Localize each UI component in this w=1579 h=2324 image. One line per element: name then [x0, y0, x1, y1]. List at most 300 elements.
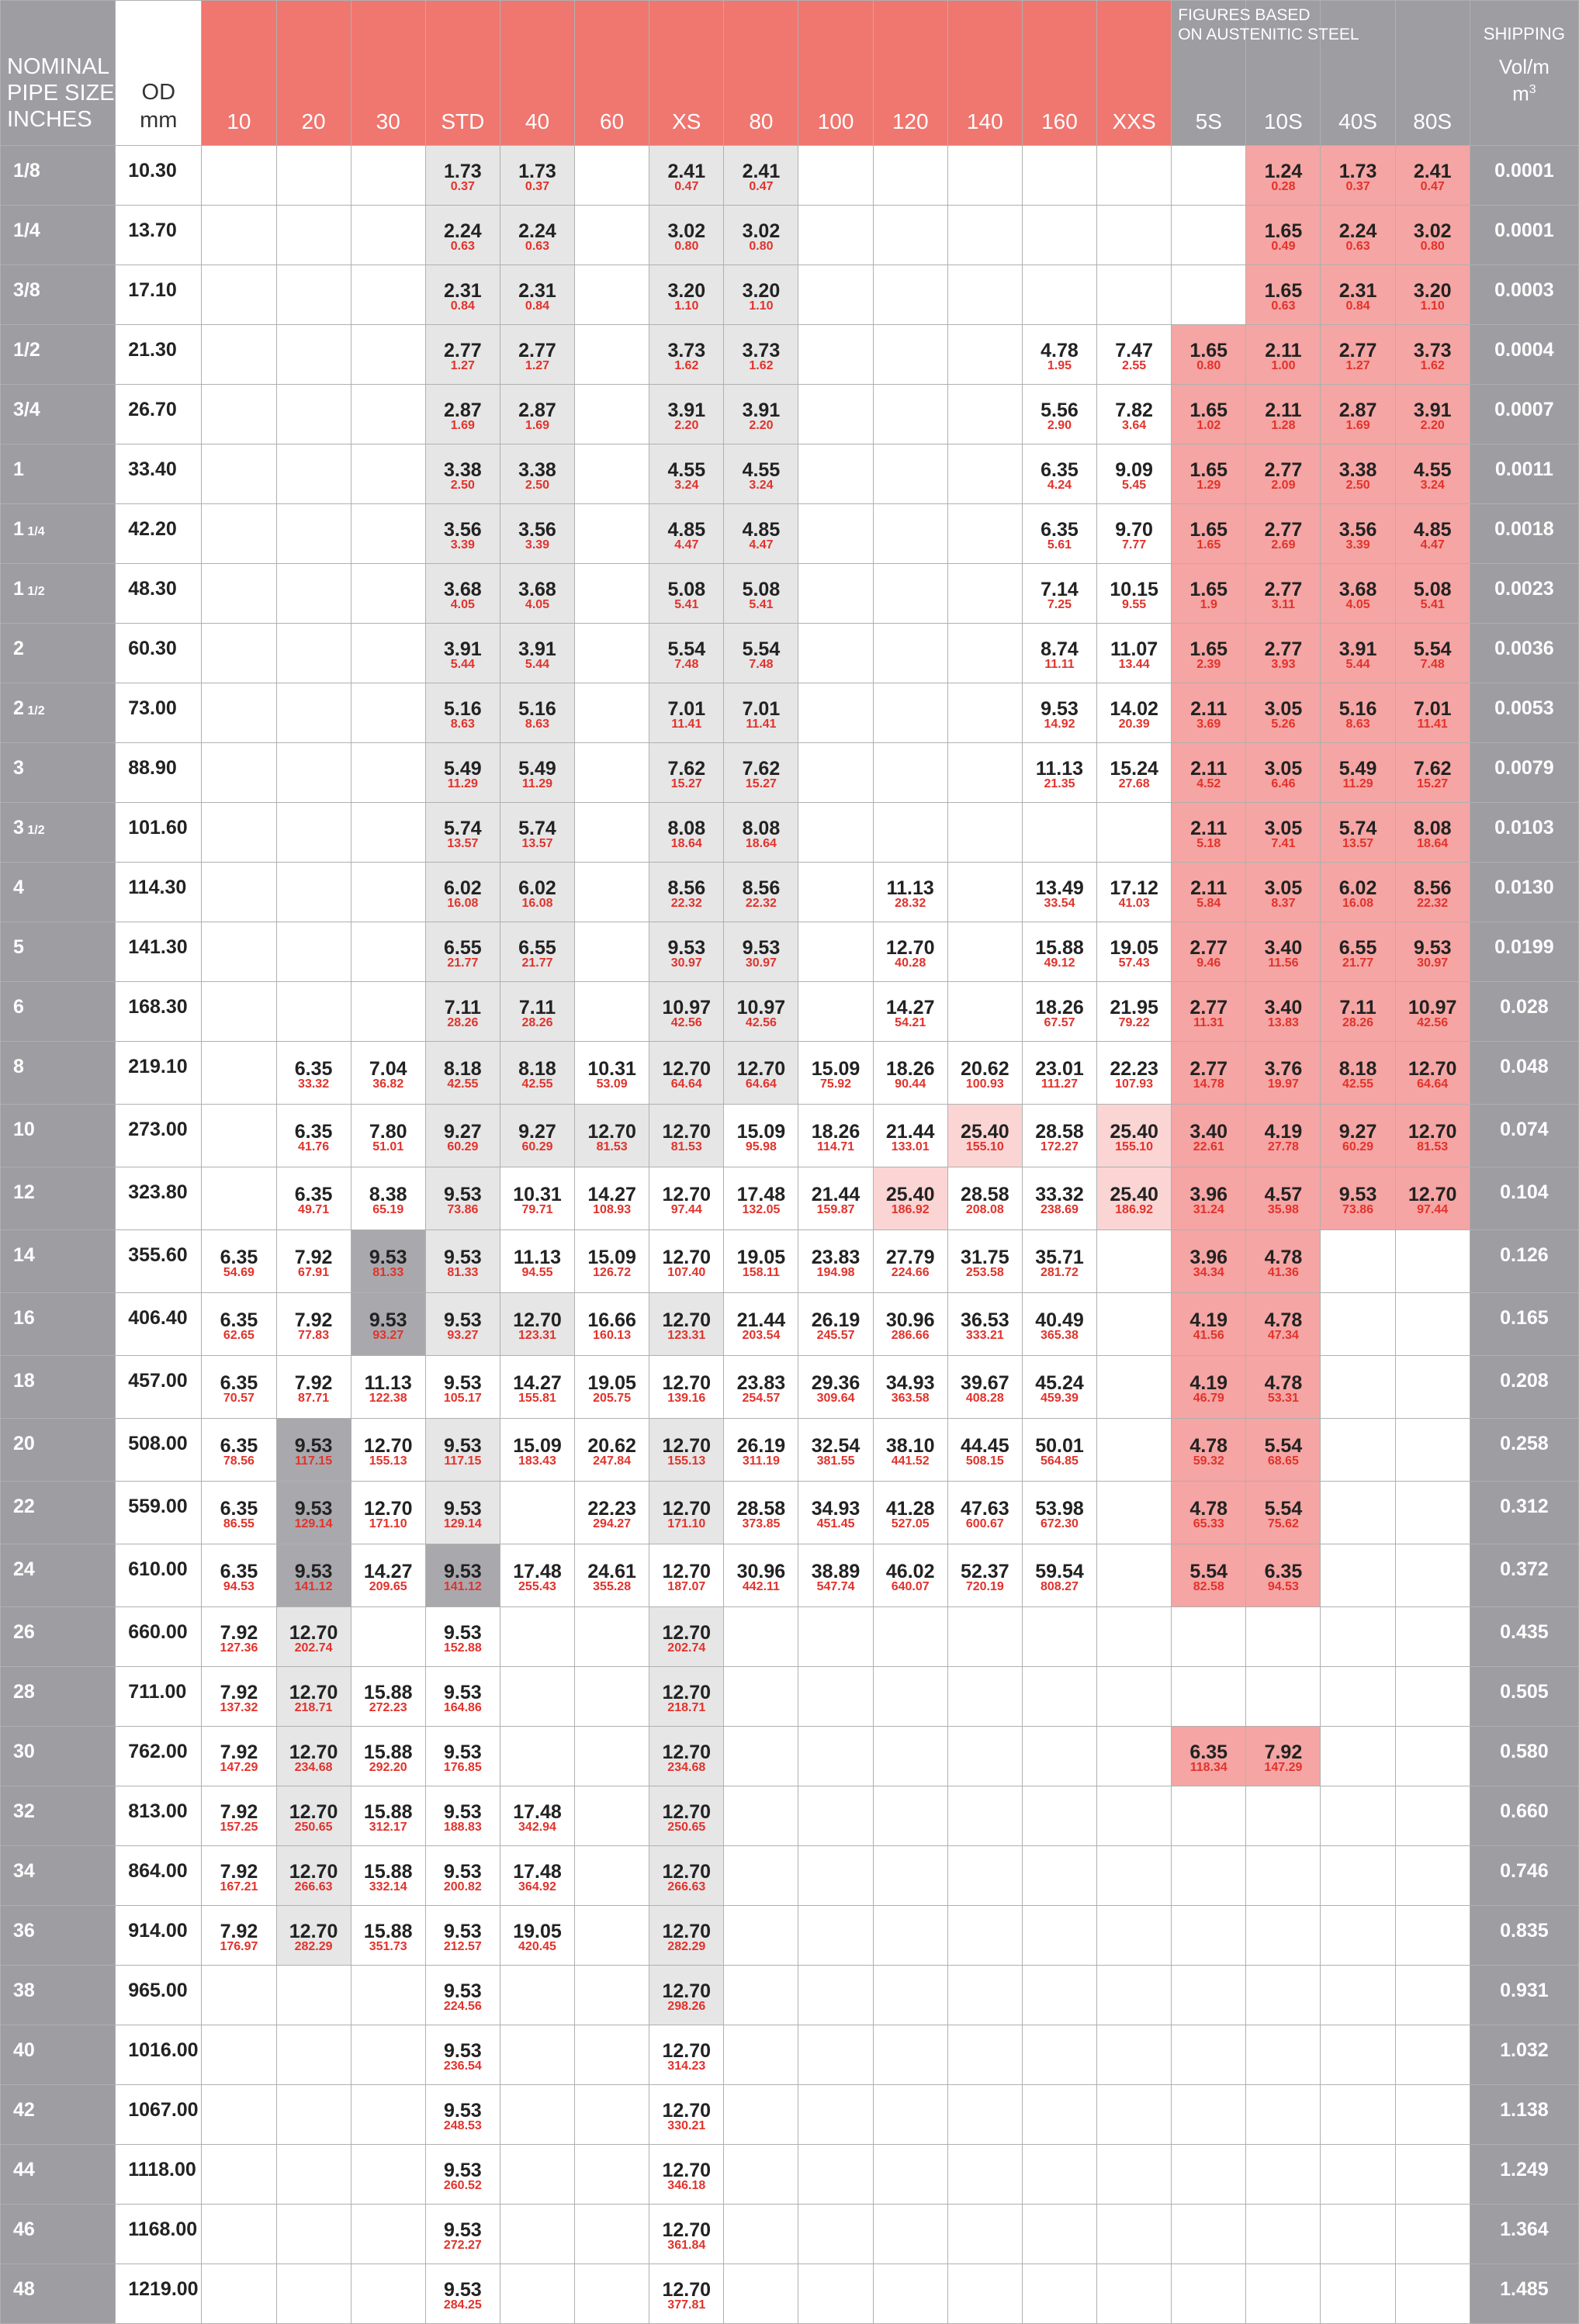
weight-value: 408.28 — [965, 1392, 1004, 1405]
wall-thickness-cell — [276, 1482, 351, 1544]
wall-thickness-value: 36.53 — [961, 1309, 1009, 1331]
wall-thickness-value: 4.55 — [667, 459, 706, 481]
empty-cell — [947, 624, 1022, 683]
wall-thickness-value: 12.70 — [662, 1184, 712, 1205]
weight-value: 0.37 — [1345, 180, 1370, 193]
wall-thickness-cell — [425, 922, 500, 982]
empty-cell — [202, 2264, 276, 2324]
empty-cell — [276, 683, 351, 743]
wall-thickness-value: 12.70 — [662, 1121, 712, 1143]
wall-thickness-cell — [575, 1167, 649, 1230]
shipping-volume-cell: 0.0004 — [1470, 325, 1578, 385]
empty-cell — [1246, 2085, 1321, 2145]
wall-thickness-value: 7.92 — [294, 1309, 333, 1331]
weight-value: 2.69 — [1271, 538, 1296, 552]
wall-thickness-value: 8.18 — [1338, 1058, 1377, 1080]
empty-cell — [276, 803, 351, 863]
wall-thickness-value: 23.83 — [736, 1372, 786, 1394]
wall-thickness-cell — [1022, 624, 1096, 683]
weight-value: 314.23 — [667, 2059, 706, 2073]
wall-thickness-cell — [1321, 504, 1395, 564]
empty-cell — [1395, 1846, 1470, 1906]
empty-cell — [947, 2264, 1022, 2324]
wall-thickness-cell — [425, 982, 500, 1042]
weight-value: 41.76 — [298, 1140, 330, 1153]
wall-thickness-cell — [351, 1786, 425, 1846]
wall-thickness-cell — [1395, 444, 1470, 504]
wall-thickness-value: 3.96 — [1189, 1184, 1228, 1205]
weight-value: 1.27 — [1345, 359, 1370, 372]
outer-diameter-cell: 864.00 — [116, 1846, 202, 1906]
wall-thickness-cell — [351, 1544, 425, 1607]
wall-thickness-cell — [649, 2025, 724, 2085]
wall-thickness-value: 2.77 — [444, 340, 482, 361]
wall-thickness-value: 12.70 — [289, 1682, 338, 1703]
wall-thickness-cell — [1097, 1042, 1172, 1105]
empty-cell — [798, 1727, 873, 1786]
nominal-size-value: 34 — [13, 1860, 35, 1882]
empty-cell — [947, 2205, 1022, 2264]
empty-cell — [575, 1667, 649, 1727]
weight-value: 82.58 — [1193, 1580, 1224, 1593]
wall-thickness-value: 3.20 — [742, 280, 781, 302]
outer-diameter-cell: 101.60 — [116, 803, 202, 863]
empty-cell — [202, 1167, 276, 1230]
wall-thickness-value: 5.54 — [1264, 1498, 1303, 1520]
shipping-volume-cell: 0.372 — [1470, 1544, 1578, 1607]
wall-thickness-cell — [1097, 982, 1172, 1042]
empty-cell — [1172, 1846, 1246, 1906]
empty-cell — [947, 564, 1022, 624]
weight-value: 68.65 — [1267, 1454, 1299, 1468]
weight-value: 202.74 — [294, 1641, 333, 1655]
nominal-size-cell — [1, 1667, 116, 1727]
weight-value: 11.41 — [746, 718, 777, 731]
empty-cell — [1097, 2145, 1172, 2205]
outer-diameter-cell: 660.00 — [116, 1607, 202, 1667]
empty-cell — [1395, 1727, 1470, 1786]
weight-value: 7.77 — [1122, 538, 1147, 552]
weight-value: 330.21 — [667, 2119, 706, 2132]
wall-thickness-cell — [202, 1846, 276, 1906]
wall-thickness-cell — [724, 1544, 798, 1607]
nominal-size-cell — [1, 2025, 116, 2085]
wall-thickness-cell — [1022, 922, 1096, 982]
weight-value: 152.88 — [443, 1641, 482, 1655]
wall-thickness-cell — [1022, 1356, 1096, 1419]
wall-thickness-cell — [500, 1105, 574, 1167]
wall-thickness-value: 17.48 — [513, 1861, 562, 1883]
wall-thickness-value: 11.13 — [886, 877, 934, 899]
wall-thickness-value: 41.28 — [885, 1498, 935, 1520]
wall-thickness-value: 9.53 — [369, 1309, 407, 1331]
wall-thickness-value: 25.40 — [885, 1184, 935, 1205]
empty-cell — [798, 2025, 873, 2085]
outer-diameter-cell: 1118.00 — [116, 2145, 202, 2205]
wall-thickness-cell — [1022, 444, 1096, 504]
nominal-size-value: 14 — [13, 1244, 35, 1266]
wall-thickness-value: 28.58 — [1035, 1121, 1084, 1143]
empty-cell — [1246, 1906, 1321, 1966]
empty-cell — [1321, 1786, 1395, 1846]
weight-value: 117.15 — [295, 1454, 333, 1468]
empty-cell — [202, 743, 276, 803]
wall-thickness-cell — [649, 803, 724, 863]
nominal-size-value: 5 — [13, 936, 24, 958]
wall-thickness-value: 8.56 — [1413, 877, 1452, 899]
empty-cell — [202, 385, 276, 444]
empty-cell — [798, 146, 873, 206]
wall-thickness-cell — [276, 1727, 351, 1786]
weight-value: 342.94 — [518, 1821, 556, 1834]
outer-diameter-cell: 17.10 — [116, 265, 202, 325]
wall-thickness-cell — [798, 1230, 873, 1293]
wall-thickness-value: 5.54 — [1413, 638, 1452, 660]
empty-cell — [1321, 1966, 1395, 2025]
wall-thickness-cell — [724, 1042, 798, 1105]
empty-cell — [575, 265, 649, 325]
wall-thickness-value: 1.24 — [1264, 161, 1303, 182]
table-row — [1, 1482, 1579, 1544]
weight-value: 75.92 — [820, 1077, 852, 1091]
weight-value: 4.52 — [1196, 777, 1221, 790]
wall-thickness-cell — [1395, 146, 1470, 206]
weight-value: 176.85 — [443, 1761, 482, 1774]
nominal-size-fraction: 1/2 — [23, 585, 45, 598]
wall-thickness-value: 24.61 — [587, 1561, 636, 1582]
wall-thickness-value: 8.38 — [369, 1184, 407, 1205]
wall-thickness-cell — [1246, 683, 1321, 743]
empty-cell — [1172, 1966, 1246, 2025]
wall-thickness-value: 17.48 — [513, 1801, 562, 1823]
wall-thickness-value: 3.05 — [1264, 758, 1303, 780]
table-row — [1, 1356, 1579, 1419]
empty-cell — [1395, 1786, 1470, 1846]
wall-thickness-cell — [1246, 743, 1321, 803]
wall-thickness-value: 3.40 — [1189, 1121, 1228, 1143]
wall-thickness-cell — [1246, 265, 1321, 325]
wall-thickness-cell — [947, 1167, 1022, 1230]
wall-thickness-value: 46.02 — [885, 1561, 935, 1582]
weight-value: 420.45 — [518, 1940, 556, 1953]
wall-thickness-cell — [575, 1042, 649, 1105]
empty-cell — [575, 504, 649, 564]
nominal-size-cell — [1, 206, 116, 265]
weight-value: 93.27 — [447, 1329, 479, 1342]
wall-thickness-cell — [798, 1544, 873, 1607]
empty-cell — [798, 504, 873, 564]
wall-thickness-value: 3.91 — [518, 638, 556, 660]
empty-cell — [1097, 2085, 1172, 2145]
weight-value: 42.55 — [1342, 1077, 1374, 1091]
wall-thickness-cell — [575, 1230, 649, 1293]
empty-cell — [276, 206, 351, 265]
shipping-volume-cell: 0.835 — [1470, 1906, 1578, 1966]
table-row — [1, 922, 1579, 982]
empty-cell — [1172, 2205, 1246, 2264]
nominal-size-value: 42 — [13, 2099, 35, 2121]
wall-thickness-cell — [425, 444, 500, 504]
table-row — [1, 1667, 1579, 1727]
wall-thickness-value: 7.92 — [220, 1801, 258, 1823]
wall-thickness-value: 9.53 — [667, 937, 706, 959]
empty-cell — [724, 1966, 798, 2025]
wall-thickness-value: 11.13 — [513, 1247, 562, 1268]
weight-value: 272.23 — [369, 1701, 407, 1714]
wall-thickness-cell — [724, 743, 798, 803]
wall-thickness-value: 9.53 — [444, 1247, 482, 1268]
schedule-header: 10S — [1246, 1, 1321, 146]
empty-cell — [947, 206, 1022, 265]
wall-thickness-cell — [1321, 325, 1395, 385]
weight-value: 54.69 — [223, 1266, 255, 1279]
wall-thickness-cell — [1097, 624, 1172, 683]
schedule-header: 80 — [724, 1, 798, 146]
empty-cell — [500, 1727, 574, 1786]
weight-value: 351.73 — [369, 1940, 407, 1953]
weight-value: 186.92 — [1115, 1203, 1154, 1216]
wall-thickness-value: 33.32 — [1035, 1184, 1084, 1205]
wall-thickness-value: 8.08 — [742, 818, 781, 839]
schedule-header: 100 — [798, 1, 873, 146]
wall-thickness-value: 6.35 — [220, 1309, 258, 1331]
wall-thickness-value: 9.53 — [444, 1801, 482, 1823]
wall-thickness-value: 12.70 — [662, 1372, 712, 1394]
empty-cell — [1097, 206, 1172, 265]
weight-value: 64.64 — [745, 1077, 777, 1091]
wall-thickness-cell — [1172, 863, 1246, 922]
weight-value: 90.44 — [895, 1077, 926, 1091]
nominal-size-value: 1/8 — [13, 160, 40, 182]
weight-value: 8.63 — [450, 718, 475, 731]
wall-thickness-cell — [425, 1105, 500, 1167]
empty-cell — [276, 2085, 351, 2145]
wall-thickness-cell — [873, 1544, 947, 1607]
wall-thickness-cell — [1395, 863, 1470, 922]
wall-thickness-value: 9.53 — [444, 2279, 482, 2301]
wall-thickness-cell — [1097, 1105, 1172, 1167]
wall-thickness-value: 19.05 — [513, 1921, 562, 1942]
weight-value: 126.72 — [593, 1266, 632, 1279]
table-row — [1, 564, 1579, 624]
wall-thickness-cell — [276, 1042, 351, 1105]
schedule-header: 160 — [1022, 1, 1096, 146]
shipping-volume-cell: 0.0001 — [1470, 206, 1578, 265]
wall-thickness-cell — [649, 1419, 724, 1482]
shipping-volume-cell: 0.126 — [1470, 1230, 1578, 1293]
wall-thickness-cell — [425, 1482, 500, 1544]
wall-thickness-cell — [649, 2264, 724, 2324]
wall-thickness-cell — [1172, 1482, 1246, 1544]
wall-thickness-cell — [425, 1042, 500, 1105]
wall-thickness-cell — [947, 1105, 1022, 1167]
weight-value: 3.93 — [1271, 658, 1296, 671]
weight-value: 18.64 — [670, 837, 702, 850]
empty-cell — [351, 2264, 425, 2324]
empty-cell — [1172, 2025, 1246, 2085]
empty-cell — [724, 2085, 798, 2145]
wall-thickness-cell — [947, 1356, 1022, 1419]
wall-thickness-cell — [798, 1419, 873, 1482]
wall-thickness-cell — [1321, 863, 1395, 922]
empty-cell — [947, 1607, 1022, 1667]
wall-thickness-cell — [1172, 564, 1246, 624]
weight-value: 79.71 — [521, 1203, 553, 1216]
table-body — [1, 146, 1579, 2324]
outer-diameter-cell: 10.30 — [116, 146, 202, 206]
weight-value: 30.97 — [670, 956, 702, 970]
weight-value: 127.36 — [220, 1641, 258, 1655]
empty-cell — [1321, 2085, 1395, 2145]
wall-thickness-cell — [1246, 1356, 1321, 1419]
empty-cell — [873, 146, 947, 206]
wall-thickness-value: 6.35 — [1041, 519, 1079, 541]
weight-value: 208.08 — [965, 1203, 1004, 1216]
wall-thickness-cell — [425, 146, 500, 206]
wall-thickness-cell — [1246, 1042, 1321, 1105]
weight-value: 16.08 — [1342, 897, 1374, 910]
wall-thickness-value: 7.01 — [667, 698, 706, 720]
empty-cell — [1395, 1607, 1470, 1667]
wall-thickness-value: 19.05 — [736, 1247, 786, 1268]
empty-cell — [575, 385, 649, 444]
shipping-volume-cell: 0.0018 — [1470, 504, 1578, 564]
wall-thickness-cell — [649, 1966, 724, 2025]
weight-value: 42.55 — [447, 1077, 479, 1091]
wall-thickness-cell — [649, 206, 724, 265]
wall-thickness-cell — [500, 1356, 574, 1419]
weight-value: 11.56 — [1268, 956, 1299, 970]
empty-cell — [1097, 1846, 1172, 1906]
wall-thickness-cell — [1022, 982, 1096, 1042]
wall-thickness-value: 2.11 — [1190, 877, 1228, 899]
weight-value: 28.26 — [1342, 1016, 1374, 1029]
empty-cell — [947, 385, 1022, 444]
empty-cell — [798, 922, 873, 982]
wall-thickness-cell — [276, 1544, 351, 1607]
weight-value: 27.78 — [1267, 1140, 1299, 1153]
weight-value: 0.47 — [1420, 180, 1445, 193]
wall-thickness-cell — [1172, 1167, 1246, 1230]
weight-value: 81.53 — [1417, 1140, 1449, 1153]
weight-value: 41.36 — [1267, 1266, 1299, 1279]
empty-cell — [276, 982, 351, 1042]
wall-thickness-value: 2.87 — [1338, 399, 1377, 421]
wall-thickness-value: 15.88 — [363, 1801, 413, 1823]
wall-thickness-cell — [649, 2085, 724, 2145]
weight-value: 3.24 — [1420, 479, 1445, 492]
weight-value: 129.14 — [294, 1517, 333, 1530]
wall-thickness-cell — [873, 1293, 947, 1356]
weight-value: 60.29 — [1342, 1140, 1374, 1153]
wall-thickness-cell — [1246, 863, 1321, 922]
wall-thickness-value: 18.26 — [811, 1121, 860, 1143]
weight-value: 1.95 — [1047, 359, 1072, 372]
wall-thickness-cell — [1246, 385, 1321, 444]
nominal-size-value: 6 — [13, 996, 24, 1018]
wall-thickness-value: 12.70 — [662, 1498, 712, 1520]
weight-value: 147.29 — [1264, 1761, 1303, 1774]
wall-thickness-cell — [500, 743, 574, 803]
wall-thickness-cell — [1321, 624, 1395, 683]
wall-thickness-cell — [425, 385, 500, 444]
wall-thickness-value: 12.70 — [662, 1861, 712, 1883]
weight-value: 60.29 — [521, 1140, 553, 1153]
wall-thickness-cell — [724, 206, 798, 265]
wall-thickness-cell — [425, 504, 500, 564]
empty-cell — [500, 2264, 574, 2324]
weight-value: 186.92 — [891, 1203, 930, 1216]
weight-value: 117.15 — [444, 1454, 482, 1468]
wall-thickness-cell — [1022, 683, 1096, 743]
wall-thickness-cell — [425, 2085, 500, 2145]
wall-thickness-value: 38.10 — [885, 1435, 935, 1457]
weight-value: 0.63 — [1345, 240, 1370, 253]
wall-thickness-value: 3.76 — [1264, 1058, 1303, 1080]
nominal-size-cell — [1, 1042, 116, 1105]
wall-thickness-value: 7.11 — [518, 997, 556, 1018]
wall-thickness-value: 12.70 — [736, 1058, 786, 1080]
empty-cell — [873, 803, 947, 863]
weight-value: 79.22 — [1118, 1016, 1150, 1029]
wall-thickness-cell — [1321, 265, 1395, 325]
empty-cell — [202, 863, 276, 922]
nominal-size-value: 22 — [13, 1496, 35, 1517]
empty-cell — [351, 504, 425, 564]
wall-thickness-cell — [798, 1167, 873, 1230]
wall-thickness-value: 9.53 — [444, 2040, 482, 2062]
weight-value: 5.84 — [1196, 897, 1221, 910]
wall-thickness-cell — [425, 803, 500, 863]
empty-cell — [1246, 2264, 1321, 2324]
weight-value: 81.33 — [447, 1266, 479, 1279]
empty-cell — [798, 265, 873, 325]
wall-thickness-cell — [1022, 1105, 1096, 1167]
shipping-volume-cell: 0.746 — [1470, 1846, 1578, 1906]
empty-cell — [276, 2145, 351, 2205]
weight-value: 73.86 — [447, 1203, 479, 1216]
weight-value: 53.31 — [1267, 1392, 1299, 1405]
weight-value: 49.12 — [1044, 956, 1075, 970]
shipping-volume-cell: 0.104 — [1470, 1167, 1578, 1230]
weight-value: 49.71 — [298, 1203, 330, 1216]
empty-cell — [1395, 1482, 1470, 1544]
outer-diameter-cell: 965.00 — [116, 1966, 202, 2025]
wall-thickness-value: 4.78 — [1264, 1372, 1303, 1394]
wall-thickness-cell — [351, 1356, 425, 1419]
empty-cell — [1097, 1667, 1172, 1727]
weight-value: 33.54 — [1044, 897, 1075, 910]
nominal-size-cell — [1, 1544, 116, 1607]
weight-value: 600.67 — [965, 1517, 1004, 1530]
empty-cell — [1097, 1293, 1172, 1356]
weight-value: 78.56 — [223, 1454, 255, 1468]
wall-thickness-value: 2.11 — [1190, 818, 1228, 839]
weight-value: 42.56 — [1417, 1016, 1449, 1029]
wall-thickness-value: 9.53 — [294, 1435, 333, 1457]
weight-value: 2.20 — [749, 419, 774, 432]
weight-value: 5.26 — [1271, 718, 1296, 731]
wall-thickness-value: 9.53 — [444, 1861, 482, 1883]
wall-thickness-value: 3.40 — [1264, 997, 1303, 1018]
empty-cell — [947, 803, 1022, 863]
weight-value: 155.10 — [1115, 1140, 1154, 1153]
table-row — [1, 683, 1579, 743]
nominal-size-cell — [1, 146, 116, 206]
weight-value: 155.13 — [369, 1454, 407, 1468]
wall-thickness-value: 7.62 — [667, 758, 706, 780]
wall-thickness-value: 6.35 — [220, 1247, 258, 1268]
